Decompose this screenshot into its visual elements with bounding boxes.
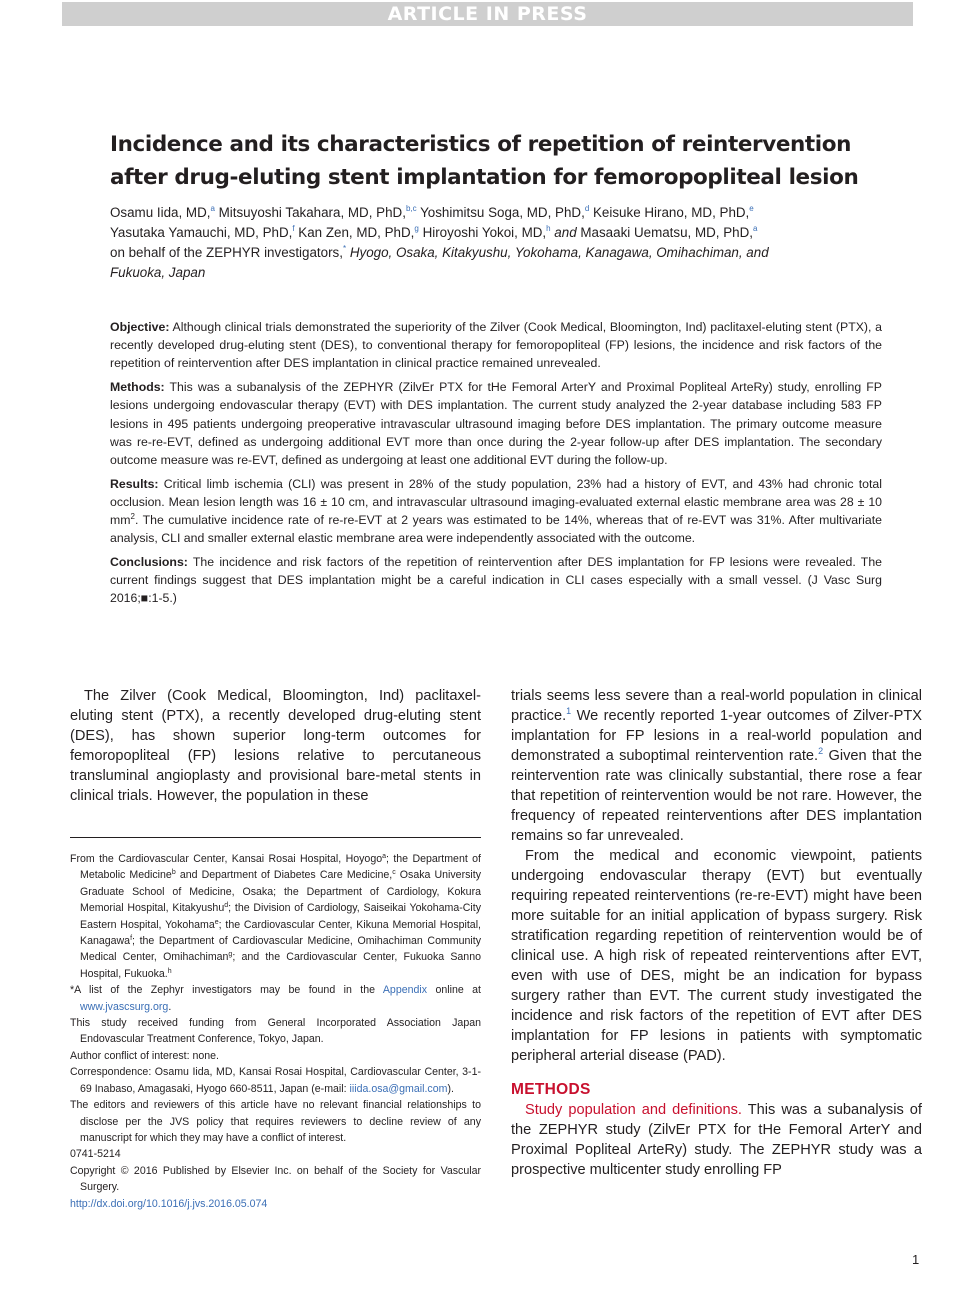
- footnote-text: Osaka University Graduate School of Medicine, Osaka; the Department of Cardiology, Kokura Memorial Hospital, Kitakyushu: [80, 869, 481, 915]
- footnote-text: ; the Division of Cardiology, Saiseikai Yokohama-City Eastern Hospital, Yokohama: [80, 902, 482, 931]
- author-line-2: [110, 223, 900, 243]
- footnote-text: ; the Department of Metabolic Medicine: [80, 853, 482, 882]
- issn: 0741-5214: [70, 1148, 121, 1161]
- footnote-text: .: [168, 1000, 172, 1013]
- article-title: [110, 128, 890, 194]
- footnote-text: ; the Cardiovascular Center, Kikuna Memorial Hospital, Kanagawa: [80, 918, 481, 948]
- abstract-methods: [110, 378, 882, 469]
- footnote-divider: [70, 837, 481, 838]
- reference-link[interactable]: 1: [566, 706, 572, 716]
- affiliation-marker[interactable]: h: [546, 224, 551, 233]
- superscript: a: [382, 853, 387, 860]
- abstract-results: [110, 475, 882, 548]
- doi-link[interactable]: http://dx.doi.org/10.1016/j.jvs.2016.05.074: [70, 1197, 268, 1210]
- superscript: e: [214, 918, 219, 926]
- footnote-text: ; the Department of Cardiovascular Medicine, Omihachiman Community Medical Center, Omihachiman: [80, 935, 481, 964]
- superscript: f: [130, 935, 133, 943]
- affiliation-marker[interactable]: d: [584, 204, 590, 213]
- author-locations: Hyogo, Osaka, Kitakyushu, Yokohama, Kanagawa, Omihachiman, and: [346, 245, 769, 260]
- author-name: Hiroyoshi Yokoi, MD,: [418, 225, 547, 240]
- footnote-text: Correspondence: Osamu Iida, MD, Kansai Rosai Hospital, Cardiovascular Center, 3-1-69 Inabaso, Amagasaki, Hyogo 660-8511, Japan (e-mail:: [70, 1066, 481, 1095]
- author-name: Yasutaka Yamauchi, MD, PhD,: [110, 225, 293, 240]
- body-left-column: [70, 686, 481, 806]
- abstract-label: Objective:: [110, 320, 170, 334]
- superscript: 2: [130, 512, 135, 522]
- abstract-label: Conclusions:: [110, 554, 188, 569]
- superscript: h: [167, 967, 172, 975]
- author-name: Yoshimitsu Soga, MD, PhD,: [416, 205, 585, 220]
- affiliation-marker[interactable]: a: [753, 224, 758, 233]
- author-name: Osamu Iida, MD,: [110, 205, 211, 220]
- section-heading-methods: METHODS: [511, 1081, 591, 1098]
- author-locations: Fukuoka, Japan: [110, 265, 206, 280]
- disclosure-footnote: The editors and reviewers of this article have no relevant financial relationships to disclose per the JVS policy that requires reviewers to decline review of any manuscript for which they may have a conflict of interest.: [70, 1099, 481, 1144]
- body-paragraph: [511, 686, 922, 846]
- affiliation-marker[interactable]: g: [414, 224, 419, 233]
- superscript: c: [392, 869, 396, 877]
- journal-url-link[interactable]: www.jvascsurg.org: [80, 1000, 169, 1013]
- superscript: b: [171, 869, 176, 877]
- abstract-label: Results:: [110, 476, 159, 491]
- investigator-footnote-marker[interactable]: *: [342, 244, 347, 253]
- appendix-link[interactable]: Appendix: [382, 984, 428, 997]
- abstract-text: This was a subanalysis of the ZEPHYR (ZilvEr PTX for tHe Femoral ArterY and Proximal Popliteal ArteRy) study, enrolling FP lesions undergoing endovascular therapy (EVT) with DES implantation. The current study analyzed the 2-year database including 583 FP lesions in 495 patients undergoing preoperative intravascular ultrasound imaging before DES implantation. The primary outcome measure was re-re-EVT, defined as undergoing additional EVT more than once during the 2-year follow-up after DES implantation. The secondary outcome measure was re-EVT, defined as undergoing at least one additional EVT during the follow-up.: [110, 380, 882, 467]
- abstract-text: Although clinical trials demonstrated the superiority of the Zilver (Cook Medical, Bloomington, Ind) paclitaxel-eluting stent (PTX), a recently developed drug-eluting stent (DES), to conventional therapy for femoropopliteal (FP) lesions, the incidence and risk factors of the repetition of reintervention after DES implantation in clinical practice remained unrevealed.: [110, 320, 882, 371]
- author-conjunction: and: [550, 225, 581, 240]
- body-text: Given that the reintervention rate was clinically substantial, there rose a fear that repetition of reintervention would be not rare. However, the frequency of repeated reinterventions after DES implantation remains so far unrevealed.: [511, 748, 922, 844]
- reference-link[interactable]: 2: [818, 746, 824, 756]
- superscript: d: [224, 902, 229, 910]
- correspondence-footnote: [70, 1064, 481, 1097]
- body-text: We recently reported 1-year outcomes of Zilver-PTX implantation for FP lesions in a real-world population and demonstrated a suboptimal reintervention rate.: [511, 708, 922, 764]
- affiliation-marker[interactable]: a: [210, 204, 215, 213]
- affiliation-marker[interactable]: f: [292, 224, 295, 233]
- body-text: This was a subanalysis of the ZEPHYR study (ZilvEr PTX for tHe Femoral ArterY and Proximal Popliteal ArteRy) study. The ZEPHYR study was a prospective multicenter study enrolling FP: [511, 1102, 922, 1178]
- copyright: Copyright © 2016 Published by Elsevier Inc. on behalf of the Society for Vascular Surgery.: [70, 1164, 481, 1194]
- subsection-heading: Study population and definitions.: [525, 1102, 742, 1118]
- abstract-conclusions: [110, 553, 882, 608]
- conflict-footnote: Author conflict of interest: none.: [70, 1049, 219, 1062]
- email-link[interactable]: iiida.osa@gmail.com: [349, 1082, 448, 1095]
- body-paragraph: The Zilver (Cook Medical, Bloomington, Ind) paclitaxel-eluting stent (PTX), a recently developed drug-eluting stent (DES), has shown superior long-term outcomes for femoropopliteal (FP) lesions relative to percutaneous transluminal angioplasty and provisional bare-metal stents in clinical trials. However, the population in these: [70, 688, 481, 804]
- author-name: Keisuke Hirano, MD, PhD,: [589, 205, 750, 220]
- abstract-text: The incidence and risk factors of the repetition of reintervention after DES implantation for FP lesions were revealed. The current findings suggest that DES implantation might be a careful indication in CLI cases especially with a small vessel. (J Vasc Surg 2016;■:1-5.): [110, 554, 882, 606]
- author-name: Mitsuyoshi Takahara, MD, PhD,: [214, 205, 406, 220]
- footnote-text: *A list of the Zephyr investigators may be found in the: [70, 984, 383, 997]
- investigators-footnote: [70, 982, 481, 1015]
- footnote-text: online at: [427, 984, 481, 997]
- affiliations-footnote: [70, 851, 481, 982]
- footnotes: [70, 851, 481, 1212]
- abstract-text: . The cumulative incidence rate of re-re-EVT at 2 years was estimated to be 14%, whereas that of re-EVT was 31%. After multivariate analysis, CLI and smaller external elastic membrane area were independently associated with the outcome.: [110, 513, 882, 546]
- author-name: Masaaki Uematsu, MD, PhD,: [580, 225, 754, 240]
- article-in-press-banner: ARTICLE IN PRESS: [62, 2, 913, 26]
- funding-footnote: This study received funding from General Incorporated Association Japan Endovascular Treatment Conference, Tokyo, Japan.: [70, 1017, 481, 1046]
- abstract-text: Critical limb ischemia (CLI) was present in 28% of the study population, 23% had a history of EVT, and 43% had chronic total occlusion. Mean lesion length was 16 ± 10 cm, and intravascular ultrasound imaging-evaluated external elastic membrane area was 28 ± 10 mm: [110, 476, 882, 528]
- affiliation-marker[interactable]: b,c: [405, 204, 417, 213]
- footnote-text: ; and the Cardiovascular Center, Fukuoka Sanno Hospital, Fukuoka.: [80, 951, 481, 980]
- title-line-2: after drug-eluting stent implantation for femoropopliteal lesion: [110, 165, 859, 190]
- author-line-1: [110, 203, 900, 223]
- investigator-group: on behalf of the ZEPHYR investigators,: [110, 245, 343, 260]
- abstract: [110, 318, 882, 613]
- body-paragraph: [511, 1100, 922, 1180]
- author-name: Kan Zen, MD, PhD,: [294, 225, 415, 240]
- body-text: trials seems less severe than a real-world population in clinical practice.: [511, 688, 922, 724]
- superscript: g: [228, 951, 233, 959]
- title-line-1: Incidence and its characteristics of repetition of reintervention: [110, 132, 852, 157]
- page-number: 1: [912, 1252, 920, 1267]
- footnote-text: ).: [447, 1082, 454, 1095]
- body-paragraph: From the medical and economic viewpoint, patients undergoing endovascular therapy (EVT) but eventually requiring repeated reinterventions (re-re-EVT) might have been more suitable for an initial application of bypass surgery. Risk stratification regarding repetition of reintervention would be of clinical use. A high risk of repeated reinterventions after EVT, even with use of DES, might be an indication for bypass surgery rather than EVT. The current study investigated the incidence and risk factors of the repetition of EVT after DES implantation for FP lesions in patients with symptomatic peripheral arterial disease (PAD).: [511, 848, 922, 1064]
- footnote-text: and Department of Diabetes Care Medicine,: [175, 869, 393, 882]
- abstract-label: Methods:: [110, 380, 165, 395]
- abstract-objective: [110, 318, 882, 373]
- author-line-4: [110, 263, 900, 283]
- author-list: [110, 203, 900, 283]
- body-right-column: [511, 686, 922, 1180]
- affiliation-marker[interactable]: e: [749, 204, 754, 213]
- footnote-text: From the Cardiovascular Center, Kansai Rosai Hospital, Hoyogo: [70, 853, 383, 865]
- author-line-3: [110, 243, 900, 263]
